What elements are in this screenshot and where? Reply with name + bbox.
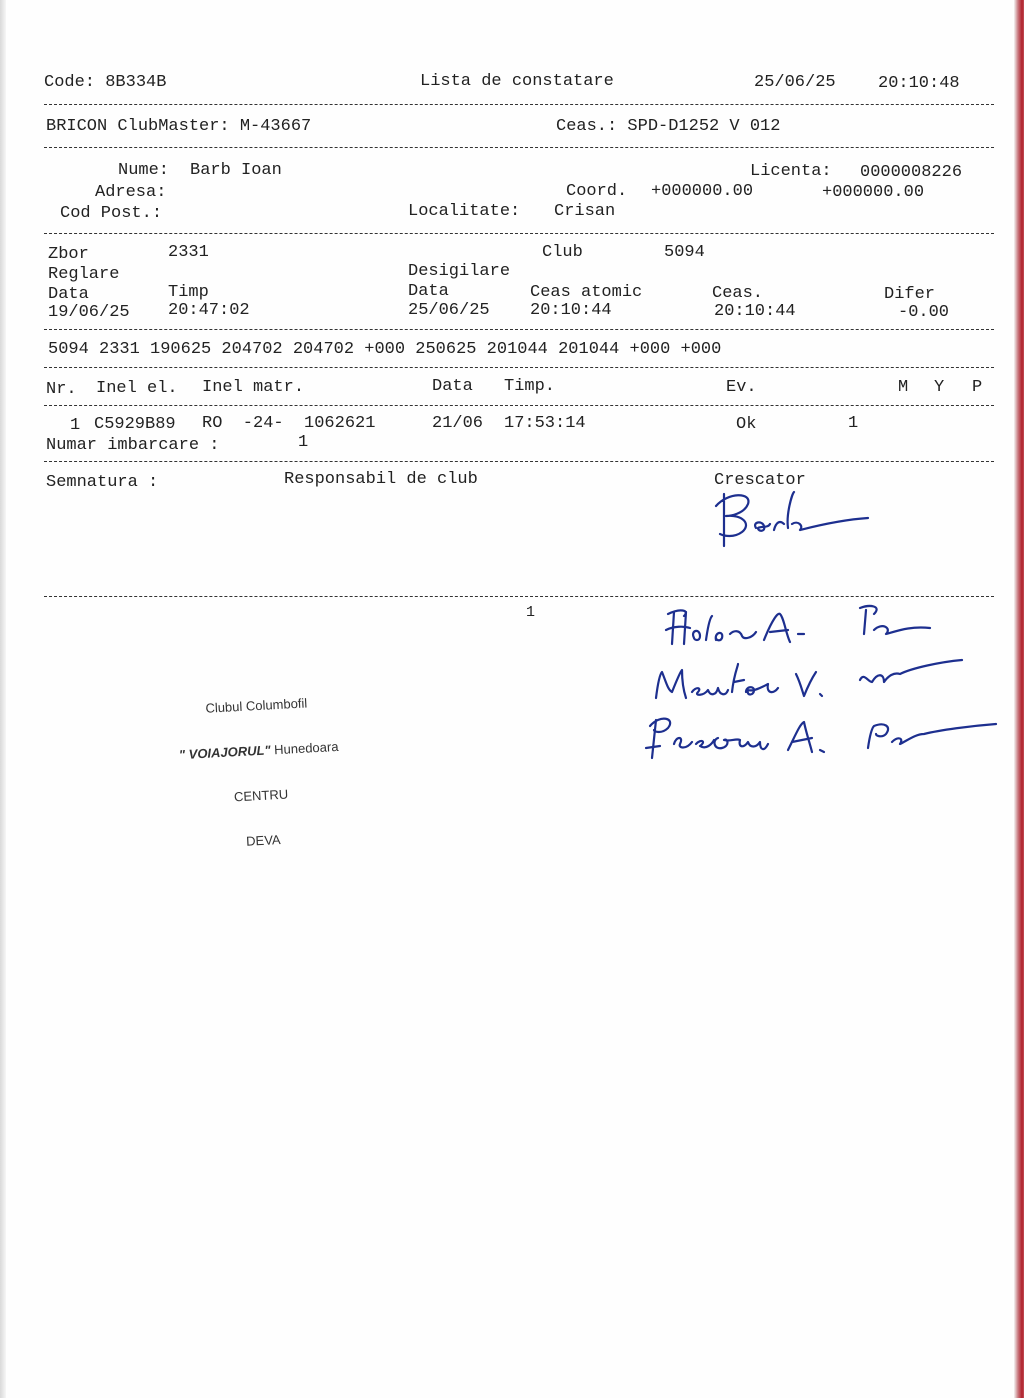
stamp-line-2 [179,739,339,762]
stamp-line-1: Clubul Columbofil [205,695,308,716]
address-label: Adresa: [95,183,167,202]
divider [44,233,994,234]
locality-value: Crisan [554,202,616,221]
print-date: 25/06/25 [754,73,836,92]
breeder-label: Crescator [714,471,806,490]
cell-nr: 1 [70,416,81,435]
cell-inel-el: C5929B89 [94,415,176,434]
divider [44,147,994,148]
club-number: 5094 [664,243,705,262]
committee-signature-2 [650,652,970,706]
print-time: 20:10:48 [878,74,960,93]
locality-label: Localitate: [408,202,521,221]
atomic-time: 20:10:44 [530,301,612,320]
reglare-time: 20:47:02 [168,301,250,320]
stamp-city: Hunedoara [270,738,339,758]
license-number: 0000008226 [860,163,963,182]
stamp-line-4: DEVA [245,832,281,849]
paper-edge-left [0,0,6,1398]
document-title: Lista de constatare [420,72,614,91]
cell-ev: Ok [736,415,757,434]
club-stamp [175,664,346,882]
col-header-p: P [972,378,983,397]
name-label: Nume: [118,161,170,180]
paper-edge-right [1014,0,1024,1398]
license-label: Licenta: [750,162,832,181]
col-header-data: Data [432,377,473,396]
clock-time: 20:10:44 [714,302,796,321]
club-label: Club [542,243,583,262]
flight-label: Zbor [48,245,89,264]
club-responsible-label: Responsabil de club [284,470,478,489]
postcode-label: Cod Post.: [60,204,163,223]
divider [44,104,994,105]
committee-signature-3 [640,704,1000,764]
col-header-inel-matr: Inel matr. [202,378,305,397]
clock-id: Ceas.: SPD-D1252 V 012 [556,117,781,136]
clock-label: Ceas. [712,284,764,303]
coord-value-1: +000000.00 [651,182,754,201]
reglare-date: 19/06/25 [48,303,130,322]
difference-label: Difer [884,285,936,304]
col-header-timp: Timp. [504,377,556,396]
fancier-name: Barb Ioan [190,161,282,180]
boarding-label: Numar imbarcare : [46,436,220,455]
flight-number: 2331 [168,243,209,262]
cell-inel-matr: RO -24- 1062621 [202,414,376,433]
coord-value-2: +000000.00 [822,183,925,202]
stamp-line-3: CENTRU [233,786,289,805]
clubmaster-id: BRICON ClubMaster: M-43667 [46,117,312,136]
coord-label: Coord. [566,182,628,201]
cell-data: 21/06 [432,414,484,433]
atomic-clock-label: Ceas atomic [530,283,643,302]
reglare-time-label: Timp [168,283,209,302]
code-line: 5094 2331 190625 204702 204702 +000 250625 201044 201044 +000 +000 [48,340,722,359]
col-header-m: M [898,378,909,397]
desigilare-label: Desigilare [408,262,511,281]
page-number: 1 [526,604,536,621]
col-header-inel-el: Inel el. [96,379,178,398]
difference-value: -0.00 [898,303,950,322]
divider [44,405,994,406]
desigilare-date-label: Data [408,282,449,301]
divider [44,596,994,597]
breeder-signature [708,484,888,554]
col-header-y: Y [934,378,945,397]
reglare-date-label: Data [48,285,89,304]
cell-timp: 17:53:14 [504,414,586,433]
col-header-ev: Ev. [726,378,757,397]
divider [44,367,994,368]
committee-signature-1 [660,600,950,650]
divider [44,329,994,330]
desigilare-date: 25/06/25 [408,301,490,320]
col-header-nr: Nr. [46,380,77,399]
boarding-value: 1 [298,433,309,452]
divider [44,461,994,462]
stamp-club-name: " VOIAJORUL" [178,742,271,763]
reglare-label: Reglare [48,265,120,284]
code-label: Code: 8B334B [44,73,167,92]
signature-label: Semnatura : [46,473,159,492]
cell-count: 1 [848,414,859,433]
